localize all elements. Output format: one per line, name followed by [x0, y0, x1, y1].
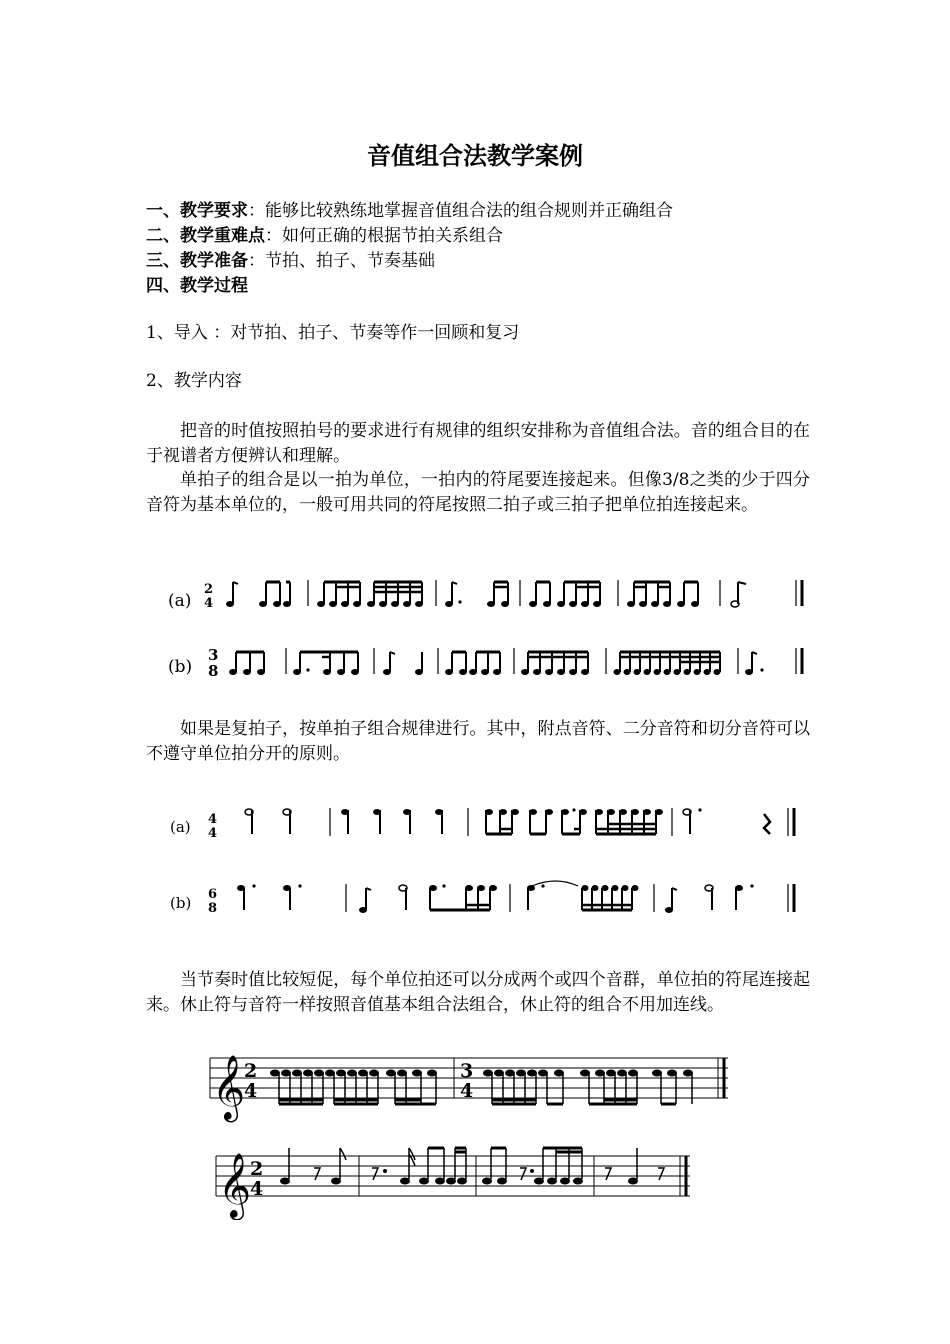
staff-2 [216, 1148, 690, 1220]
paragraph-simple-meter: 单拍子的组合是以一拍为单位，一拍内的符尾要连接起来。但像3/8之类的少于四分音符为基本单位的，一般可用共同的符尾按照二拍子或三拍子把单位拍连接起来。 [146, 470, 810, 515]
paragraph-compound-meter: 如果是复拍子，按单拍子组合规律进行。其中，附点音符、二分音符和切分音符可以不遵守单位拍分开的原则。 [146, 719, 810, 764]
section-text: 节拍、拍子、节奏基础 [265, 251, 435, 271]
time-signature-bottom: 4 [204, 596, 214, 611]
time-signature-top: 2 [244, 1060, 258, 1082]
time-signature-bottom: 4 [250, 1178, 264, 1200]
row-label: (a) [170, 818, 191, 836]
notes [270, 1070, 693, 1105]
page-title: 音值组合法教学案例 [367, 142, 583, 170]
staff-lines [216, 1156, 690, 1196]
time-signature-top: 2 [204, 582, 214, 597]
time-signature-bottom: 4 [244, 1080, 258, 1102]
note-heads [226, 600, 739, 607]
time-signature-bottom: 8 [208, 662, 219, 680]
section-heading: 二、教学重难点 [146, 226, 265, 246]
section-text: 如何正确的根据节拍关系组合 [282, 226, 503, 246]
section-separator: ： [265, 226, 282, 246]
treble-clef-icon: 𝄞 [212, 1055, 246, 1120]
paragraph-block-compound [146, 717, 810, 766]
rhythm-figure-simple-meter [0, 560, 950, 690]
section-preparation [146, 249, 810, 273]
section-text: 能够比较熟练地掌握音值组合法的组合规则并正确组合 [265, 201, 673, 221]
section-heading: 一、教学要求 [146, 201, 248, 221]
section-process [146, 274, 810, 298]
section-key-points [146, 224, 810, 248]
staff-1 [210, 1055, 728, 1122]
section-requirements [146, 199, 810, 223]
section-heading: 三、教学准备 [146, 251, 248, 271]
time-signature-bottom: 4 [208, 826, 218, 841]
section-separator: ： [248, 251, 265, 271]
row-label: (a) [168, 591, 192, 611]
section-heading: 四、教学过程 [146, 276, 248, 296]
row-label: (b) [168, 657, 193, 677]
note-heads [245, 808, 702, 815]
time-signature-top: 3 [208, 646, 219, 664]
time-signature-top: 4 [208, 812, 218, 827]
treble-clef-icon: 𝄞 [218, 1153, 252, 1218]
row-label: (b) [170, 894, 192, 912]
step-intro: 1、导入 ：对节拍、拍子、节奏等作一回顾和复习 [146, 323, 520, 343]
staff-figure [0, 1040, 950, 1220]
rhythm-notes [252, 808, 794, 836]
time-signature-top: 6 [208, 887, 218, 902]
paragraph-definition: 把音的时值按照拍号的要求进行有规律的组织安排称为音值组合法。音的组合目的在于视谱者方便辨认和理解。 [146, 421, 810, 466]
row-a [168, 580, 802, 611]
step-content: 2、教学内容 [146, 371, 242, 391]
row-b [168, 646, 802, 680]
paragraph-short-values: 当节奏时值比较短促，每个单位拍还可以分成两个或四个音群，单位拍的符尾连接起来。休止符与音符一样按照音值基本组合法组合，休止符的组合不用加连线。 [146, 970, 810, 1015]
time-signature-bottom: 4 [460, 1080, 474, 1102]
section-separator: ： [248, 201, 265, 221]
rhythm-figure-compound-meter [0, 790, 950, 930]
row-a [170, 808, 794, 841]
row-b [170, 881, 794, 916]
paragraph-block [146, 419, 810, 517]
time-signature-top: 3 [460, 1060, 474, 1082]
time-signature-bottom: 8 [208, 901, 218, 916]
time-signature-top: 2 [250, 1158, 264, 1180]
paragraph-block-short-values [146, 968, 810, 1017]
note-heads [229, 668, 764, 675]
